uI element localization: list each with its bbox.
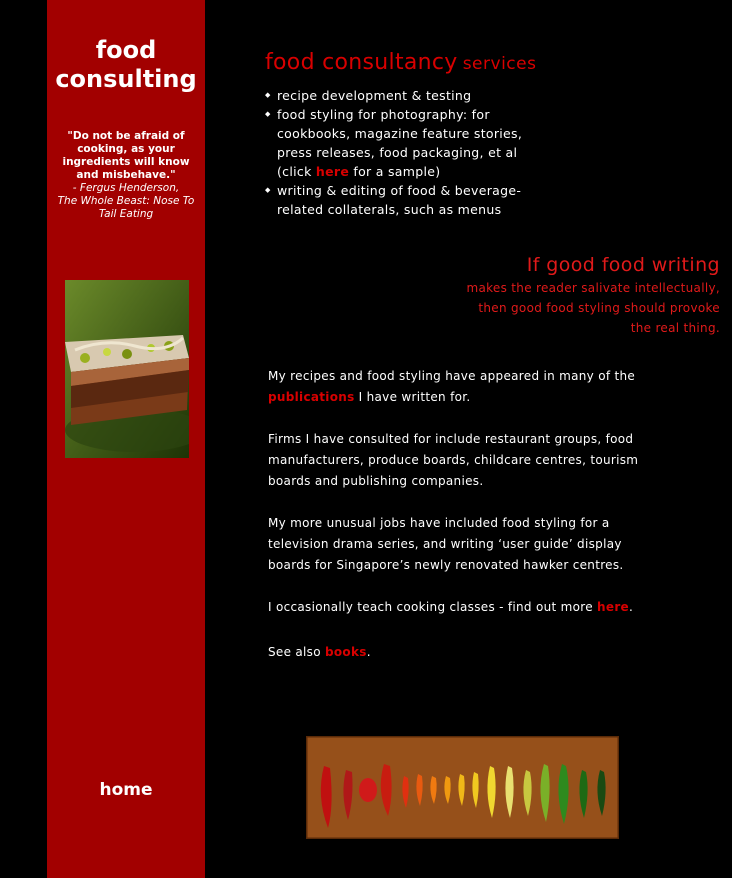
site-title-line2: consulting	[55, 65, 197, 93]
paragraph-text: See also	[268, 645, 325, 659]
pull-quote-line: the real thing.	[630, 321, 720, 335]
service-item-text: food styling for photography: for	[277, 107, 490, 122]
paragraph-text: .	[628, 600, 634, 614]
paragraph-unusual-jobs: My more unusual jobs have included food styling for a television drama series, and writing ‘user guide’ display boards for Singapore’s newly renovated hawker centres.	[268, 516, 624, 572]
paragraph-text: .	[366, 645, 371, 659]
home-link[interactable]: home	[99, 780, 153, 800]
service-item-text: cookbooks, magazine feature stories,	[277, 126, 523, 141]
services-list	[265, 86, 522, 219]
service-item-recipe	[265, 86, 522, 105]
service-item-text: for a sample)	[349, 164, 441, 179]
pull-quote-line: then good food styling should provoke	[478, 301, 720, 315]
service-item-text: recipe development & testing	[277, 88, 472, 103]
service-item-writing	[265, 181, 522, 219]
pull-quote-line: makes the reader salivate intellectually,	[466, 281, 720, 295]
chili-peppers-photo	[306, 736, 619, 839]
terrine-photo	[65, 280, 189, 458]
paragraph-see-also	[268, 642, 648, 663]
service-item-text: related collaterals, such as menus	[277, 202, 502, 217]
peppers-illustration	[306, 736, 619, 839]
services-heading	[265, 50, 536, 75]
quote-author: - Fergus Henderson,	[72, 182, 180, 194]
paragraph-publications	[268, 366, 648, 408]
publications-link[interactable]: publications	[268, 390, 355, 404]
paragraph-classes	[268, 597, 648, 618]
quote-text: "Do not be afraid of cooking, as your ingredients will know and misbehave."	[62, 130, 190, 181]
pull-quote-lead: If good food writing	[526, 254, 720, 276]
classes-link[interactable]: here	[597, 600, 629, 614]
paragraph-text: My recipes and food styling have appeared in many of the	[268, 369, 636, 383]
service-item-text: (click	[277, 164, 316, 179]
books-link[interactable]: books	[325, 645, 367, 659]
service-item-styling	[265, 105, 522, 181]
pull-quote	[420, 252, 720, 338]
paragraph-text: I have written for.	[354, 390, 471, 404]
heading-sub: services	[462, 54, 537, 74]
sample-link[interactable]: here	[315, 164, 350, 179]
quote-source: The Whole Beast: Nose To Tail Eating	[57, 195, 195, 220]
service-item-text: press releases, food packaging, et al	[277, 145, 518, 160]
sidebar-quote	[53, 130, 199, 221]
terrine-illustration	[65, 280, 189, 458]
site-title	[47, 36, 205, 94]
site-title-line1: food	[95, 36, 157, 64]
service-item-text: writing & editing of food & beverage-	[277, 183, 522, 198]
heading-main: food consultancy	[265, 50, 458, 75]
sidebar	[47, 0, 205, 878]
paragraph-text: I occasionally teach cooking classes - find out more	[268, 600, 598, 614]
paragraph-firms: Firms I have consulted for include restaurant groups, food manufacturers, produce boards, childcare centres, tourism boards and publishing companies.	[268, 432, 639, 488]
